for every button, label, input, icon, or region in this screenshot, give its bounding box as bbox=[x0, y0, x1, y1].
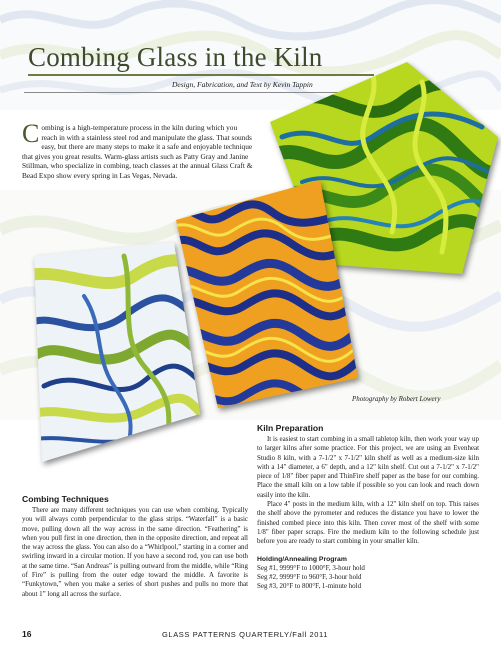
heading-kiln-preparation: Kiln Preparation bbox=[257, 423, 324, 433]
kiln-preparation-paragraph-1: It is easiest to start combing in a small tabletop kiln, then work your way up to larger kilns after some practice. For this project, we are using an Evenheat Studio 8 kiln, with a 7-1/2" x 7-1/2" kiln shelf as well as a medium-size kiln with a 14" diameter, a 6" depth, and a 12" kiln shelf. Cut out a 7-1/2" x 7-1/2" piece of 1/8" fiber paper and ThinFire shelf paper as the base for our combing. Place the small kiln on a low table if possible so you can look and reach down easily into the kiln. bbox=[257, 435, 479, 499]
schedule-segment-2: Seg #2, 9999°F to 960°F, 3-hour hold bbox=[257, 572, 362, 581]
column-kiln-preparation bbox=[257, 423, 479, 592]
heading-annealing-program: Holding/Annealing Program bbox=[257, 555, 347, 563]
intro-text: ombing is a high-temperature process in the kiln during which you reach in with a stainless steel rod and manipulate the glass. That sounds easy, but there are many steps to make it a safe and enjoyable technique that gives you great results. Warm-glass artists such as Patty Gray and Janine Stillman, who specialize in combing, teach classes at the annual Glass Craft & Bead Expo show every spring in Las Vegas, Nevada. bbox=[22, 123, 253, 180]
photo-white-green-combed-glass bbox=[24, 236, 204, 466]
schedule-segment-3: Seg #3, 20°F to 800°F, 1-minute hold bbox=[257, 582, 362, 591]
magazine-footer: GLASS PATTERNS QUARTERLY/Fall 2011 bbox=[162, 630, 329, 639]
photo-credit: Photography by Robert Lowery bbox=[352, 395, 441, 403]
intro-dropcap: C bbox=[22, 119, 40, 148]
combing-techniques-paragraph: There are many different techniques you can use when combing. Typically you will always comb perpendicular to the glass strips. “Waterfall” is a basic move, pulling down all the way across in the same direction. “Feathering” is when you pull first in one direction, then in the opposite direction, and repeat all the way across the glass. You can also do a “Whirlpool,” starting in a corner and swirling inward in a circular motion. If you have a second rod, you can use both at the same time. “San Andreas” is pulling outward from the middle, while “Ring of Fire” is pulling from the outer edge toward the middle. A favorite is “Funkytown,” when you make a series of short pushes and pulls no more that about 1” long all across the surface. bbox=[22, 506, 248, 598]
kiln-preparation-paragraph-2: Place 4" posts in the medium kiln, with a 12" kiln shelf on top. This raises the shelf above the pyrometer and reduces the distance you have to lower the finished combed piece into this kiln. Then cover most of the shelf with some 1/8" fiber paper scraps. Fire the medium kiln to the following schedule just before you are ready to start combing in your smaller kiln. bbox=[257, 500, 479, 546]
article-title: Combing Glass in the Kiln bbox=[28, 42, 323, 72]
column-combing-techniques bbox=[22, 494, 248, 599]
article-byline: Design, Fabrication, and Text by Kevin Tappin bbox=[172, 80, 313, 89]
heading-combing-techniques: Combing Techniques bbox=[22, 494, 109, 504]
schedule-segment-1: Seg #1, 9999°F to 1000°F, 3-hour hold bbox=[257, 563, 365, 572]
page-number: 16 bbox=[22, 629, 32, 639]
